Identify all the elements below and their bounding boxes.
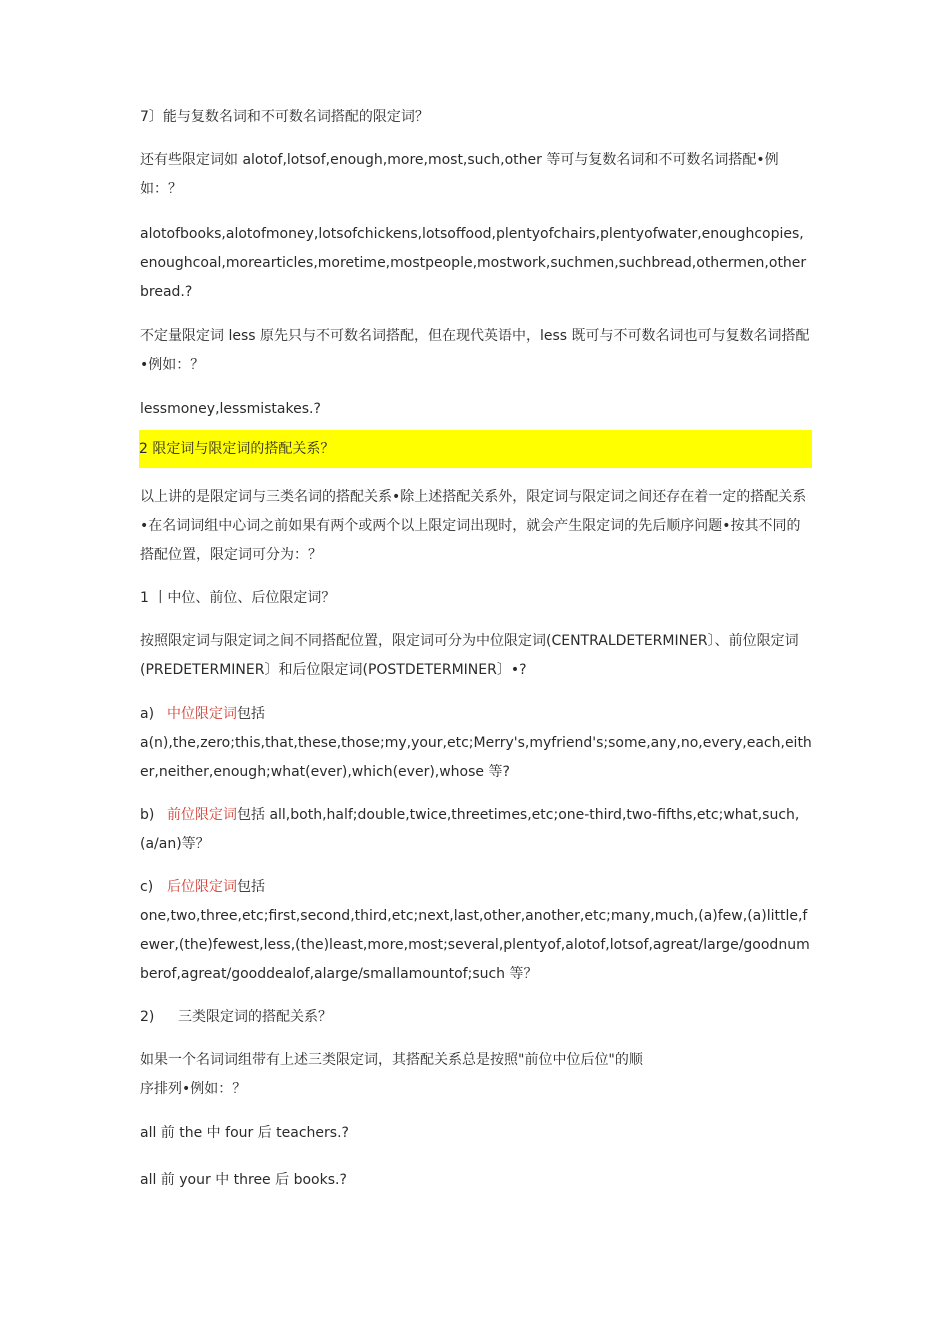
paragraph-examples: alotofbooks,alotofmoney,lotsofchickens,lotsoffood,plentyofchairs,plentyofwater,enoughcopies,enoughcoal,morearticles,moretime,mostpeople,mostwork,suchmen,suchbread,othermen,otherbread.? (140, 226, 807, 300)
subheading-three-types-label: 2) (140, 1009, 155, 1025)
item-c (140, 873, 812, 989)
example-1: all 前 the 中 four 后 teachers.? (140, 1125, 349, 1141)
item-a-term: 中位限定词 (167, 706, 237, 722)
item-a (140, 700, 812, 787)
item-b-term: 前位限定词 (167, 807, 237, 823)
heading-7: 7〕能与复数名词和不可数名词搭配的限定词？ (140, 109, 429, 125)
paragraph-order-line2: 序排列•例如：？ (140, 1081, 247, 1097)
item-a-label: a) (140, 706, 155, 722)
item-a-include: 包括 (237, 706, 265, 722)
item-c-include: 包括 (237, 879, 265, 895)
subheading-positions: 1 丨中位、前位、后位限定词？ (140, 590, 336, 606)
paragraph-order (140, 1046, 812, 1104)
paragraph-positions: 按照限定词与限定词之间不同搭配位置，限定词可分为中位限定词(CENTRALDETERMINER〕、前位限定词(PREDETERMINER〕和后位限定词(POSTDETERMINER〕•? (140, 633, 799, 678)
item-b-label: b) (140, 807, 155, 823)
subheading-three-types (140, 1003, 812, 1032)
paragraph-less: 不定量限定词 less 原先只与不可数名词搭配，但在现代英语中，less 既可与不可数名词也可与复数名词搭配•例如：？ (140, 328, 810, 373)
item-b-text: 包括 all,both,half;double,twice,threetimes,etc;one-third,two-fifths,etc;what,such,(a/an)等？ (140, 807, 800, 852)
item-c-term: 后位限定词 (167, 879, 237, 895)
item-a-list: a(n),the,zero;this,that,these,those;my,your,etc;Merry's,myfriend's;some,any,no,every,each,either,neither,enough;what(ever),which(ever),whose 等? (140, 735, 812, 780)
paragraph-less-examples: lessmoney,lessmistakes.? (140, 401, 321, 417)
paragraph-order-line1: 如果一个名词词组带有上述三类限定词，其搭配关系总是按照"前位中位后位"的顺 (140, 1052, 643, 1068)
subheading-three-types-text: 三类限定词的搭配关系？ (178, 1009, 332, 1025)
item-c-label: c) (140, 879, 154, 895)
paragraph-determiner-relations: 以上讲的是限定词与三类名词的搭配关系•除上述搭配关系外，限定词与限定词之间还存在着一定的搭配关系•在名词词组中心词之前如果有两个或两个以上限定词出现时，就会产生限定词的先后顺序问题•按其不同的搭配位置，限定词可分为：？ (140, 489, 807, 563)
example-2: all 前 your 中 three 后 books.? (140, 1172, 347, 1188)
item-b (140, 801, 812, 859)
paragraph-intro: 还有些限定词如 alotof,lotsof,enough,more,most,such,other 等可与复数名词和不可数名词搭配•例如：？ (140, 152, 779, 197)
item-c-list: one,two,three,etc;first,second,third,etc;next,last,other,another,etc;many,much,(a)few,(a)little,fewer,(the)fewest,less,(the)least,more,most;several,plentyof,alotof,lotsof,agreat/large/goodnumberof,agreat/gooddealof,alarge/smallamountof;such 等？ (140, 908, 810, 982)
section-heading-highlighted: 2 限定词与限定词的搭配关系？ (139, 430, 812, 468)
